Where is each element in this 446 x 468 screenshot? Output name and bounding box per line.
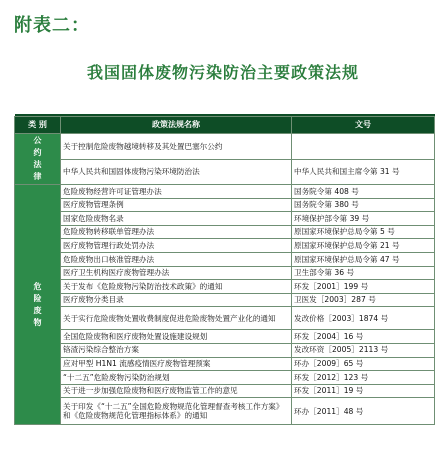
table-row xyxy=(15,198,435,212)
table-row xyxy=(15,225,435,239)
table-row xyxy=(15,371,435,385)
policy-number xyxy=(292,134,435,160)
policy-number: 环办［2011］48 号 xyxy=(292,398,435,425)
policy-number: 国务院令第 380 号 xyxy=(292,198,435,212)
table-row xyxy=(15,212,435,226)
policy-number: 原国家环境保护总局令第 47 号 xyxy=(292,252,435,266)
appendix-label: 附表二： xyxy=(14,15,90,36)
policy-name: 危险废物出口核准管理办法 xyxy=(61,252,292,266)
policy-name: 应对甲型 H1N1 流感疫情医疗废物管理预案 xyxy=(61,357,292,371)
table-row xyxy=(15,384,435,398)
policy-number: 环发［2001］199 号 xyxy=(292,280,435,294)
policy-number: 环发［2011］19 号 xyxy=(292,384,435,398)
policy-name: 危险废物转移联单管理办法 xyxy=(61,225,292,239)
table-row xyxy=(15,398,435,425)
policy-number: 环境保护部令第 39 号 xyxy=(292,212,435,226)
policy-name: 关于进一步加强危险废物和医疗废物监管工作的意见 xyxy=(61,384,292,398)
category-label: 公约法律 xyxy=(33,136,42,181)
policy-number: 国务院令第 408 号 xyxy=(292,185,435,199)
table-row xyxy=(15,343,435,357)
category-cell-law xyxy=(15,134,61,185)
policy-name: 关于发布《危险废物污染防治技术政策》的通知 xyxy=(61,280,292,294)
policy-number: 环发［2004］16 号 xyxy=(292,330,435,344)
policy-name: 关于印发《“十二五”全国危险废物规范化管理督查考核工作方案》和《危险废物规范化管理指标体系》的通知 xyxy=(61,398,292,425)
policy-name: 中华人民共和国固体废物污染环境防治法 xyxy=(61,159,292,185)
policy-number: 原国家环境保护总局令第 5 号 xyxy=(292,225,435,239)
category-cell-hazardous xyxy=(15,185,61,425)
policy-name: 铬渣污染综合整治方案 xyxy=(61,343,292,357)
category-label: 危险废物 xyxy=(33,281,42,327)
table-row xyxy=(15,307,435,330)
policy-name: 危险废物经营许可证管理办法 xyxy=(61,185,292,199)
policy-number: 原国家环境保护总局令第 21 号 xyxy=(292,239,435,253)
table-row xyxy=(15,357,435,371)
policy-name: 全国危险废物和医疗废物处置设施建设规划 xyxy=(61,330,292,344)
policy-name: 医疗废物管理条例 xyxy=(61,198,292,212)
policy-number: 卫生部令第 36 号 xyxy=(292,266,435,280)
policy-number: 发改环资［2005］2113 号 xyxy=(292,343,435,357)
table-row xyxy=(15,293,435,307)
header-number: 文号 xyxy=(292,117,435,134)
policy-name: 医疗卫生机构医疗废物管理办法 xyxy=(61,266,292,280)
policy-number: 环发［2012］123 号 xyxy=(292,371,435,385)
table-row xyxy=(15,252,435,266)
policy-number: 中华人民共和国主席令第 31 号 xyxy=(292,159,435,185)
policy-name: 医疗废物管理行政处罚办法 xyxy=(61,239,292,253)
policy-name: 关于控制危险废物越境转移及其处置巴塞尔公约 xyxy=(61,134,292,160)
policy-name: 医疗废物分类目录 xyxy=(61,293,292,307)
table-row xyxy=(15,266,435,280)
policy-name: “十二五”危险废物污染防治规划 xyxy=(61,371,292,385)
policy-number: 卫医发［2003］287 号 xyxy=(292,293,435,307)
policy-number: 发改价格［2003］1874 号 xyxy=(292,307,435,330)
header-name: 政策法规名称 xyxy=(61,117,292,134)
table-row xyxy=(15,159,435,185)
document-title: 我国固体废物污染防治主要政策法规 xyxy=(86,63,359,82)
policy-table xyxy=(14,114,435,425)
header-category: 类 别 xyxy=(15,117,61,134)
policy-number: 环办［2009］65 号 xyxy=(292,357,435,371)
policy-name: 国家危险废物名录 xyxy=(61,212,292,226)
table-row xyxy=(15,280,435,294)
table-row xyxy=(15,185,435,199)
policy-name: 关于实行危险废物处置收费制度促进危险废物处置产业化的通知 xyxy=(61,307,292,330)
table-row xyxy=(15,134,435,160)
table-row xyxy=(15,330,435,344)
table-row xyxy=(15,239,435,253)
